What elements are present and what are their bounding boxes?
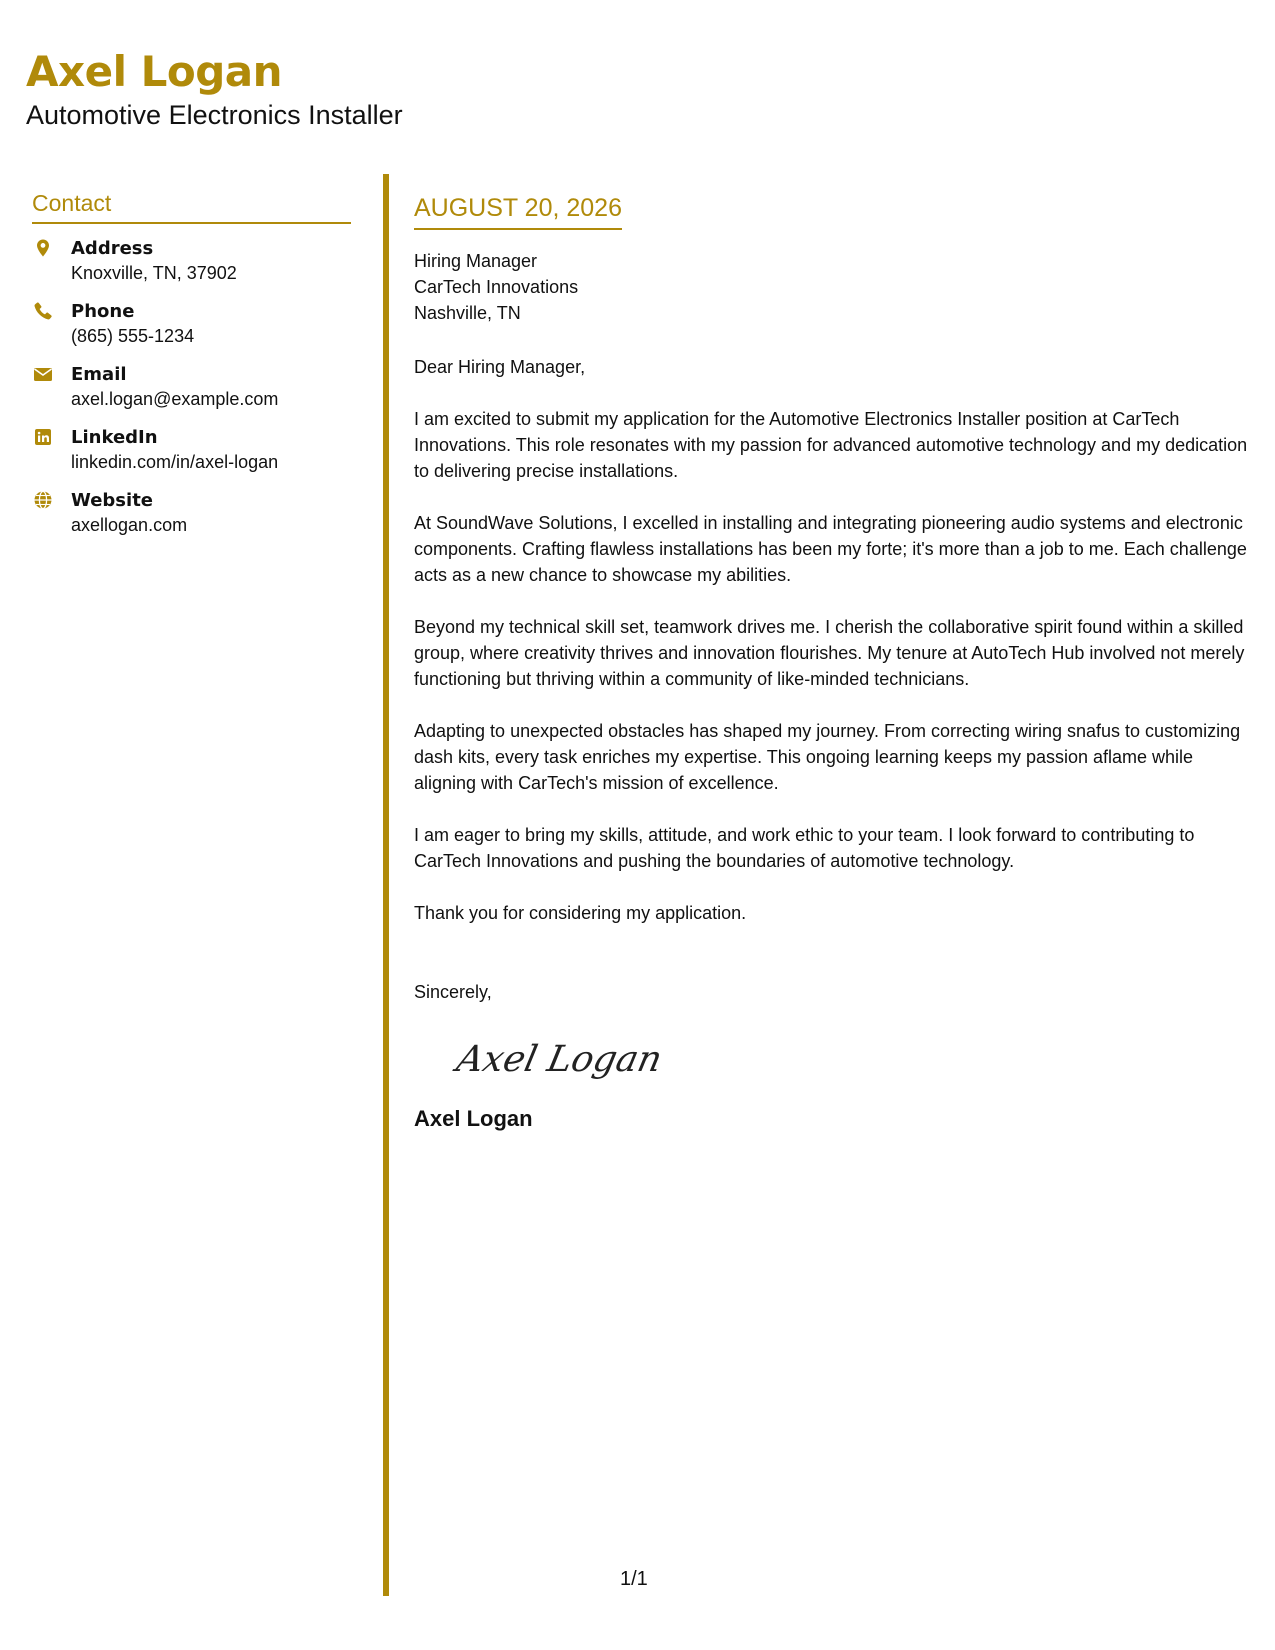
applicant-name: Axel Logan <box>26 47 283 96</box>
signer-name: Axel Logan <box>414 1106 533 1131</box>
recipient-line: Nashville, TN <box>414 303 521 323</box>
letter-paragraph: Beyond my technical skill set, teamwork drives me. I cherish the collaborative spirit found within a skilled group, where creativity thrives and innovation flourishes. My tenure at AutoTech Hub involved not merely functioning but thriving within a community of like-minded technicians. <box>414 617 1245 689</box>
contact-sidebar <box>32 188 351 551</box>
phone-value: (865) 555-1234 <box>71 326 195 346</box>
salutation: Dear Hiring Manager, <box>414 357 586 377</box>
recipient-line: Hiring Manager <box>414 251 538 271</box>
contact-item-email <box>32 362 351 412</box>
contact-item-linkedin <box>32 425 351 475</box>
letter-paragraph: Adapting to unexpected obstacles has shaped my journey. From correcting wiring snafus to customizing dash kits, every task enriches my expertise. This ongoing learning keeps my passion aflame while aligning with CarTech's mission of excellence. <box>414 721 1241 793</box>
envelope-icon <box>33 364 53 384</box>
cover-letter-body <box>414 192 1256 1133</box>
contact-label: Phone <box>71 301 135 322</box>
letter-date: AUGUST 20, 2026 <box>414 192 622 230</box>
signature-text: Axel Logan <box>453 1037 666 1080</box>
closing: Sincerely, <box>414 982 492 1002</box>
applicant-title: Automotive Electronics Installer <box>26 100 403 130</box>
recipient-block <box>414 248 1256 326</box>
letter-paragraph: I am eager to bring my skills, attitude, and work ethic to your team. I look forward to contributing to CarTech Innovations and pushing the boundaries of automotive technology. <box>414 825 1195 871</box>
letter-paragraph: At SoundWave Solutions, I excelled in installing and integrating pioneering audio systems and electronic components. Crafting flawless installations has been my forte; it's more than a job to me. Each challenge acts as a new chance to showcase my abilities. <box>414 513 1247 585</box>
contact-item-website <box>32 488 351 538</box>
contact-item-address <box>32 236 351 286</box>
contact-label: Website <box>71 490 154 511</box>
resume-header <box>26 48 403 132</box>
vertical-divider <box>383 174 389 1596</box>
globe-icon <box>33 490 53 510</box>
handwritten-signature <box>452 1029 1256 1089</box>
contact-label: LinkedIn <box>71 427 158 448</box>
letter-paragraph: Thank you for considering my application. <box>414 903 747 923</box>
contact-label: Email <box>71 364 127 385</box>
letter-paragraph: I am excited to submit my application for the Automotive Electronics Installer position at CarTech Innovations. This role resonates with my passion for advanced automotive technology and my dedication to delivering precise installations. <box>414 409 1248 481</box>
website-value[interactable]: axellogan.com <box>71 515 188 535</box>
email-value[interactable]: axel.logan@example.com <box>71 389 279 409</box>
phone-icon <box>33 301 53 321</box>
linkedin-value[interactable]: linkedin.com/in/axel-logan <box>71 452 279 472</box>
contact-section-title: Contact <box>32 188 351 224</box>
map-marker-icon <box>33 238 53 258</box>
linkedin-icon <box>33 427 53 447</box>
address-value: Knoxville, TN, 37902 <box>71 263 237 283</box>
contact-list <box>32 236 351 538</box>
contact-item-phone <box>32 299 351 349</box>
recipient-line: CarTech Innovations <box>414 277 579 297</box>
page-number: 1/1 <box>620 1568 648 1590</box>
contact-label: Address <box>71 238 154 259</box>
